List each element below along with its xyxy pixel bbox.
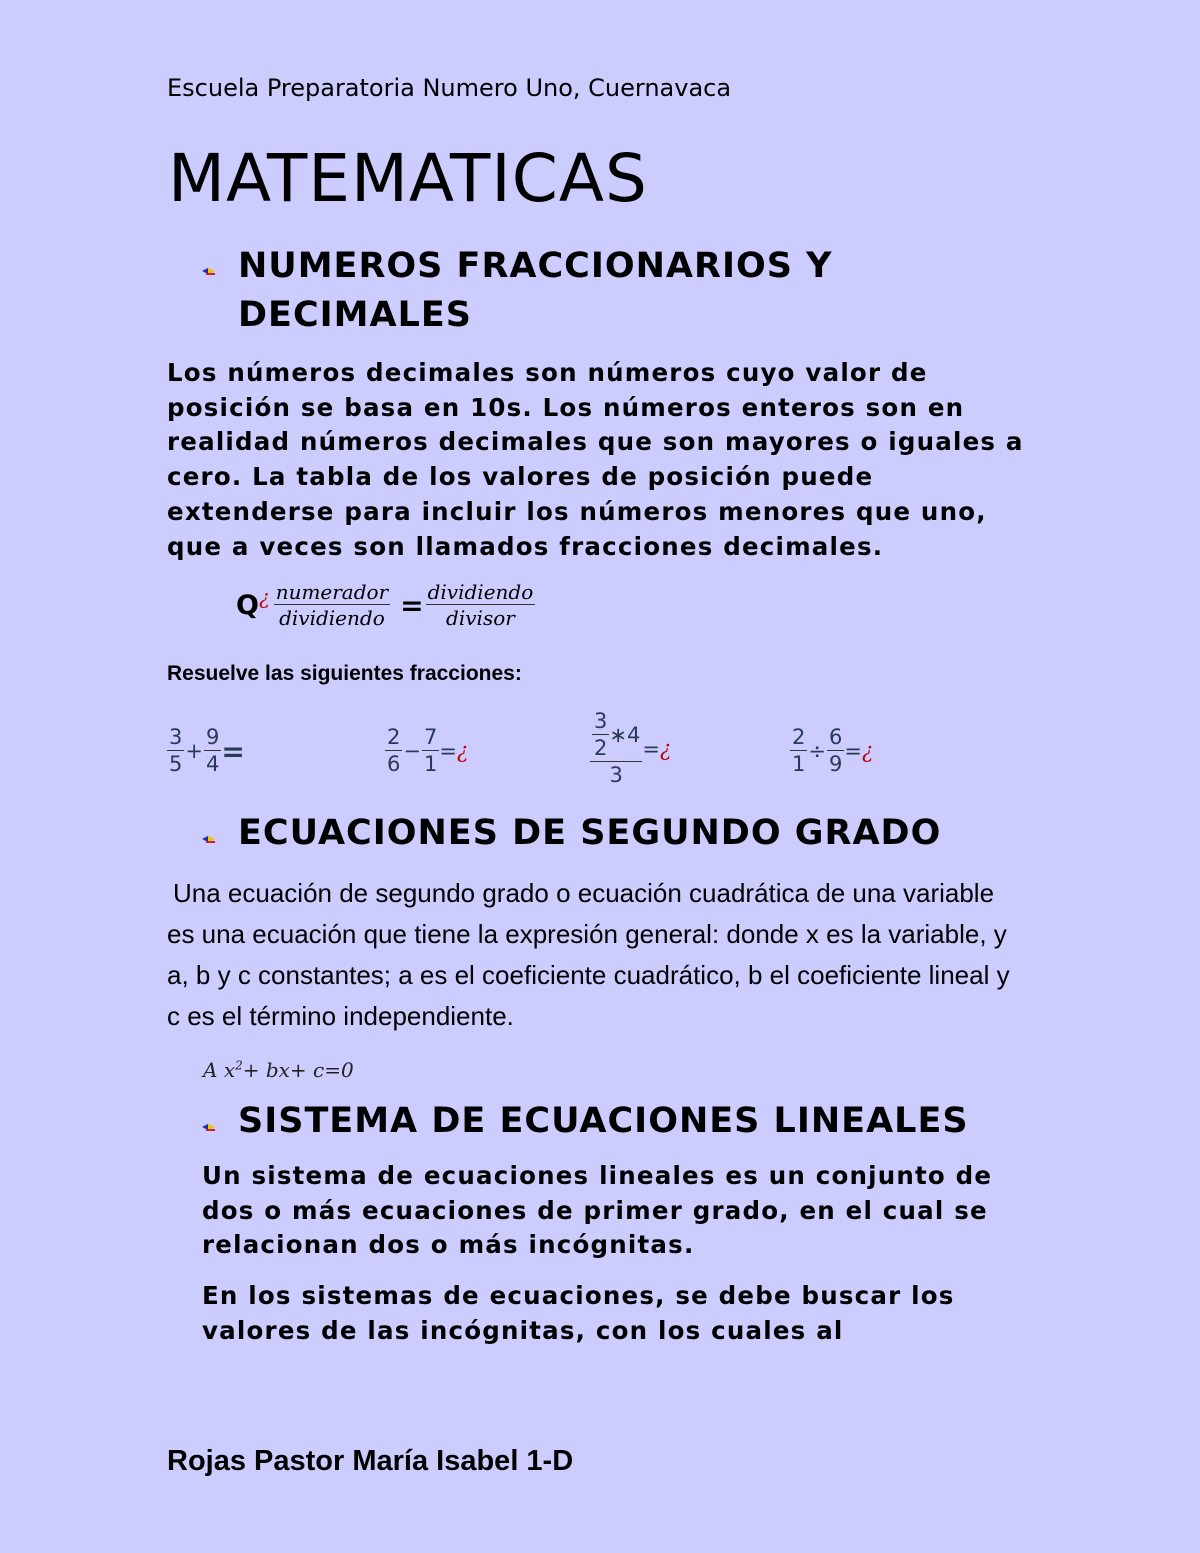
bullet-diamond-icon xyxy=(202,1122,214,1131)
formula-fraction-2 xyxy=(426,582,536,628)
fraction-numerator: 3 xyxy=(169,725,183,749)
fraction-numerator: 2 xyxy=(792,725,806,749)
linear-paragraph-2: En los sistemas de ecuaciones, se debe buscar los valores de las incógnitas, con los cuales al xyxy=(202,1281,955,1345)
linear-paragraph-1: Un sistema de ecuaciones lineales es un conjunto de dos o más ecuaciones de primer grado, en el cual se relacionan dos o más incógnitas. xyxy=(202,1161,993,1260)
fraction-numerator: 2 xyxy=(387,725,401,749)
equals-sign: = xyxy=(439,739,457,763)
compound-numerator xyxy=(590,711,642,762)
equals-sign: = xyxy=(221,734,245,768)
operator: − xyxy=(403,739,421,763)
multiply-term: ∗4 xyxy=(609,722,641,747)
fraction-numerator: 6 xyxy=(828,725,843,749)
fraction-denominator: 5 xyxy=(169,752,183,776)
exercise-2 xyxy=(385,727,468,775)
formula-equals: = xyxy=(400,588,424,622)
equation-exponent: 2 xyxy=(235,1058,243,1073)
equation-coefficient: A xyxy=(203,1058,218,1082)
formula-fraction-1 xyxy=(274,582,390,628)
fraction-numerator: 3 xyxy=(594,709,608,733)
fraction-denominator: 2 xyxy=(594,736,608,760)
question-mark: ¿ xyxy=(456,739,469,763)
school-name: Escuela Preparatoria Numero Uno, Cuernavaca xyxy=(167,74,732,102)
quadratic-equation xyxy=(203,1058,354,1082)
fraction-numerator: 9 xyxy=(205,725,220,749)
question-mark: ¿ xyxy=(659,736,672,761)
fraction-denominator: 1 xyxy=(423,752,438,776)
fraction-numerator: dividiendo xyxy=(427,580,534,604)
operator: ÷ xyxy=(808,739,826,763)
exercise-3 xyxy=(590,711,671,786)
bullet-diamond-icon xyxy=(202,266,214,275)
fraction-denominator: 4 xyxy=(205,752,220,776)
fraction-denominator: 9 xyxy=(828,752,843,776)
quadratic-paragraph: Una ecuación de segundo grado o ecuación cuadrática de una variable es una ecuación que tiene la expresión general: donde x es la variable, y a, b y c constantes; a es el coeficiente cuadrático, b el coeficiente lineal y c es el término independiente. xyxy=(167,878,1010,1031)
fraction-numerator: 7 xyxy=(423,725,438,749)
fraction-denominator: 1 xyxy=(792,752,806,776)
bullet-diamond-icon xyxy=(202,834,214,843)
formula-question: ¿ xyxy=(258,585,270,609)
section-heading-quadratic: ECUACIONES DE SEGUNDO GRADO xyxy=(238,813,942,853)
formula-q: Q xyxy=(236,589,259,621)
exercise-4 xyxy=(790,727,873,775)
exercise-1 xyxy=(167,727,245,775)
fraction-denominator: 6 xyxy=(387,752,401,776)
section-heading-linear: SISTEMA DE ECUACIONES LINEALES xyxy=(238,1101,969,1141)
page-title: MATEMATICAS xyxy=(168,140,648,217)
fraction-denominator: divisor xyxy=(446,606,515,630)
fraction-denominator: dividiendo xyxy=(279,606,385,630)
fraction-formula xyxy=(236,582,535,628)
equals-sign: = xyxy=(844,739,862,763)
heading-line: DECIMALES xyxy=(238,295,473,335)
equation-rest: + bx+ c=0 xyxy=(242,1058,354,1082)
operator: + xyxy=(185,739,203,763)
equals-sign: = xyxy=(642,736,660,761)
heading-line: NUMEROS FRACCIONARIOS Y xyxy=(238,246,833,286)
equation-variable: x xyxy=(223,1058,236,1082)
author-footer: Rojas Pastor María Isabel 1-D xyxy=(167,1445,574,1477)
exercise-prompt: Resuelve las siguientes fracciones: xyxy=(167,662,522,685)
question-mark: ¿ xyxy=(861,739,874,763)
compound-fraction xyxy=(590,711,642,786)
fraction-denominator: 3 xyxy=(609,763,623,787)
fraction-numerator: numerador xyxy=(275,580,389,604)
section-heading-fractions xyxy=(238,242,832,340)
fractions-paragraph: Los números decimales son números cuyo valor de posición se basa en 10s. Los números enteros son en realidad números decimales que son mayores o iguales a cero. La tabla de los valores de posición puede extenderse para incluir los números menores que uno, que a veces son llamados fracciones decimales. xyxy=(167,358,1024,561)
